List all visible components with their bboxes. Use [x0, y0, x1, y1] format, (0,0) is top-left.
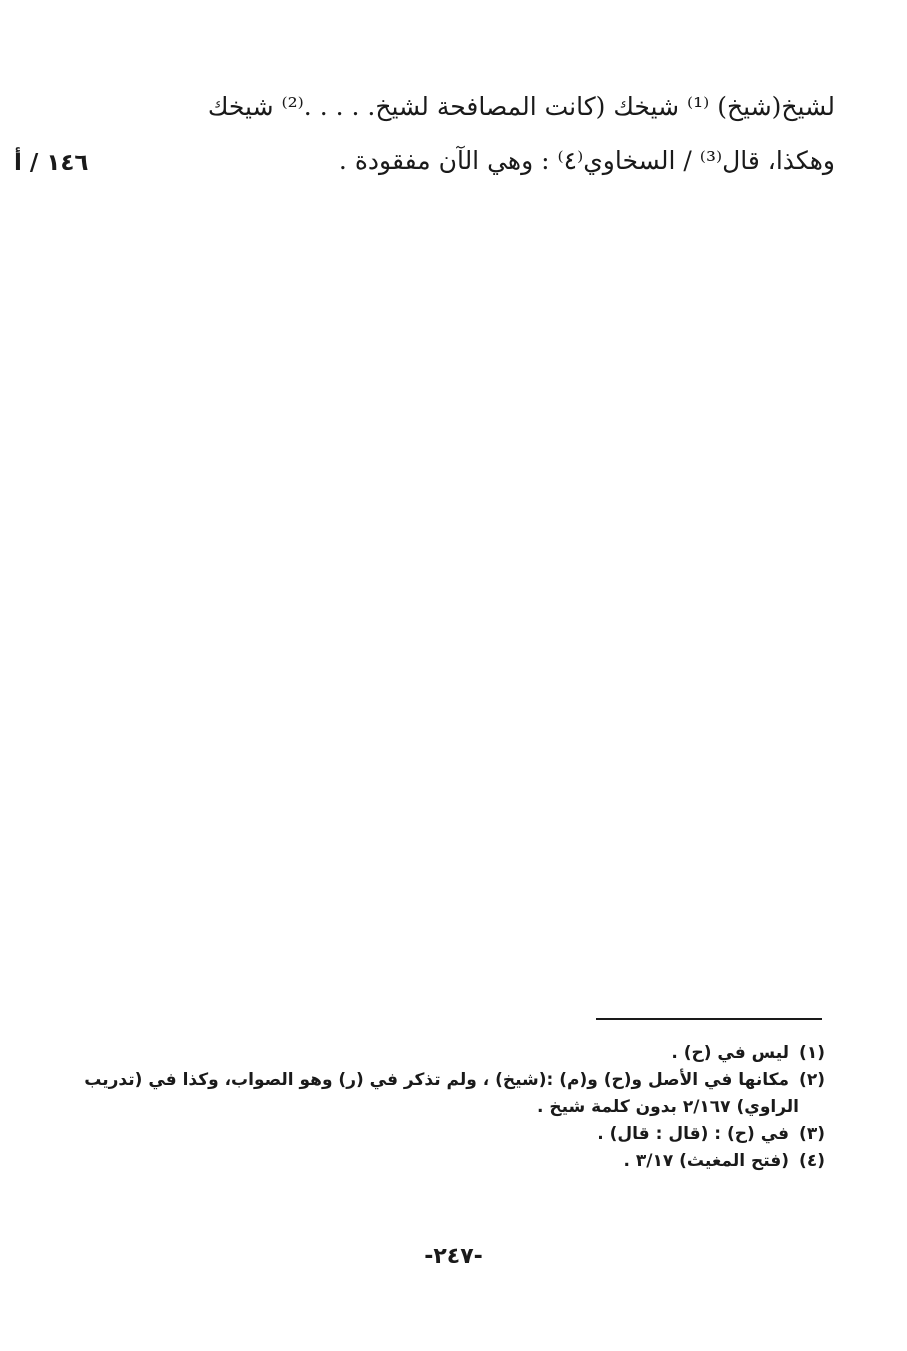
- margin-folio-reference: ١٤٦ / أ: [14, 150, 89, 176]
- footnote-text: الراوي) ٢/١٦٧ بدون كلمة شيخ .: [536, 1097, 799, 1117]
- footnotes: [84, 1040, 825, 1175]
- footnote-number: (١): [799, 1043, 825, 1063]
- footnote-number: (٤): [799, 1151, 825, 1171]
- page-number: -٢٤٧-: [424, 1244, 483, 1269]
- footnote-text: في (ح) : (قال : قال) .: [597, 1124, 790, 1144]
- footnote-number: (٣): [799, 1124, 825, 1144]
- footnote-text: (فتح المغيث) ٣/١٧ .: [623, 1151, 790, 1171]
- footnote-4: [110, 1148, 825, 1175]
- body-text-line-2: وهكذا، قال⁽³⁾ / السخاوي⁽٤⁾ : وهي الآن مفقودة .: [338, 146, 835, 175]
- footnote-text: مكانها في الأصل و(ح) و(م) :(شيخ) ، ولم تذكر في (ر) وهو الصواب، وكذا في (تدريب: [84, 1070, 790, 1090]
- footnote-2-continuation: [110, 1094, 825, 1121]
- footnote-2: [84, 1067, 825, 1094]
- body-text-line-1: لشيخ(شيخ) ⁽¹⁾ شيخك (كانت المصافحة لشيخ. . . . .⁽²⁾ شيخك: [207, 92, 835, 121]
- footnote-1: [110, 1040, 825, 1067]
- footnote-text: ليس في (ح) .: [671, 1043, 790, 1063]
- footnote-3: [110, 1121, 825, 1148]
- footnote-number: (٢): [799, 1070, 825, 1090]
- footnote-separator: [596, 1018, 822, 1020]
